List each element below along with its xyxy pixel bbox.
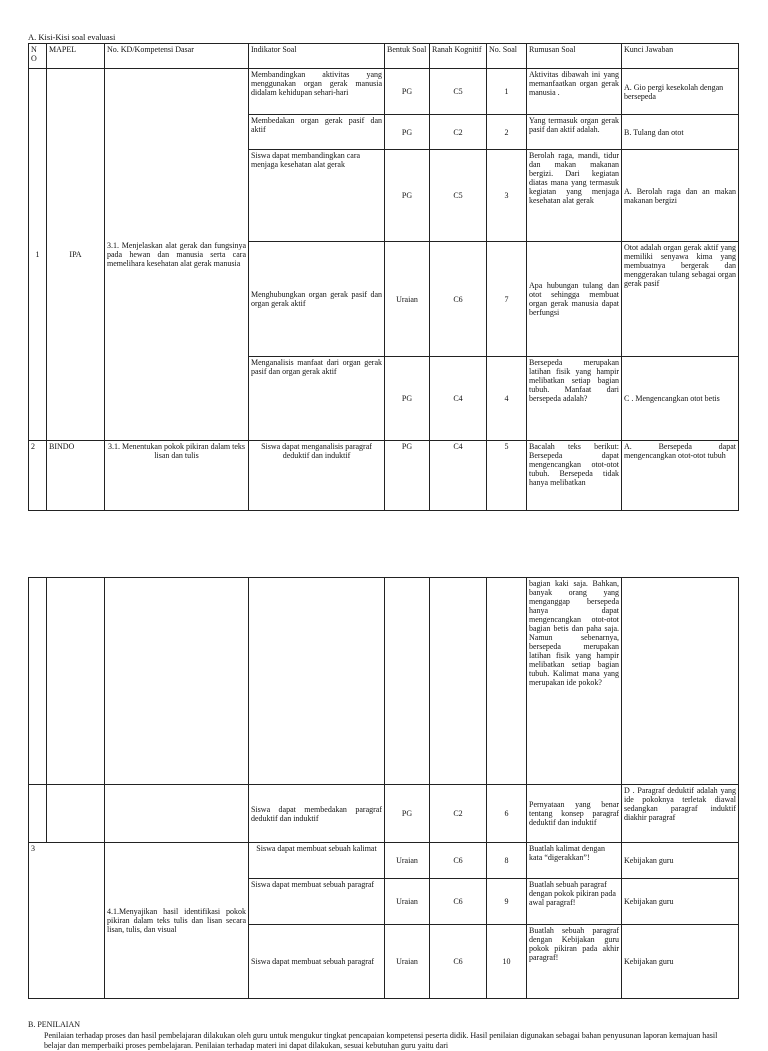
rumusan-cell: Yang termasuk organ gerak pasif dan aktif adalah. [527, 115, 622, 150]
rumusan-cell: Buatlah kalimat dengan kata “digerakkan”! [527, 843, 622, 879]
ranah-cell: C5 [430, 150, 487, 242]
indikator-cell: Siswa dapat membuat sebuah kalimat [249, 843, 385, 879]
no-soal-cell: 1 [487, 69, 527, 115]
no-soal-cell: 9 [487, 879, 527, 925]
kunci-cell: Kebijakan guru [622, 879, 739, 925]
no-soal-cell: 3 [487, 150, 527, 242]
empty-cell [249, 578, 385, 785]
no-soal-cell: 4 [487, 357, 527, 441]
bentuk-cell: PG [385, 441, 430, 511]
ranah-cell: C2 [430, 785, 487, 843]
rumusan-cell: Apa hubungan tulang dan otot sehingga membuat organ gerak manusia dapat berfungsi [527, 242, 622, 357]
ranah-cell: C5 [430, 69, 487, 115]
header-rumusan: Rumusan Soal [527, 44, 622, 69]
section-b-text: Penilaian terhadap proses dan hasil pembelajaran dilakukan oleh guru untuk mengukur tingkat pencapaian kompetensi peserta didik. Hasil penilaian digunakan sebagai bahan penyusunan laporan kemajuan hasil belajar dan memperbaiki proses pembelajaran. Penilaian terhadap materi ini dapat dilakukan, sesuai kebutuhan guru yaitu dari [44, 1031, 718, 1050]
row-number: 1 [29, 69, 47, 441]
ranah-cell: C2 [430, 115, 487, 150]
bentuk-cell: PG [385, 150, 430, 242]
kisi-kisi-table-page1 [28, 43, 739, 511]
table-row [29, 785, 739, 843]
row-number: 3 [29, 843, 105, 999]
header-mapel: MAPEL [47, 44, 105, 69]
header-kd: No. KD/Kompetensi Dasar [105, 44, 249, 69]
table-row [29, 441, 739, 511]
kunci-cell: A. Gio pergi kesekolah dengan bersepeda [622, 69, 739, 115]
kunci-cell: B. Tulang dan otot [622, 115, 739, 150]
kunci-cell: Kebijakan guru [622, 925, 739, 999]
competency-text: 4.1.Menyajikan hasil identifikasi pokok pikiran dalam teks tulis dan lisan secara lisan, tulis, dan visual [105, 843, 249, 999]
header-row [29, 44, 739, 69]
no-soal-cell: 6 [487, 785, 527, 843]
competency-text: 3.1. Menentukan pokok pikiran dalam teks lisan dan tulis [105, 441, 249, 511]
indikator-cell: Siswa dapat membedakan paragraf deduktif dan induktif [249, 785, 385, 843]
header-indikator: Indikator Soal [249, 44, 385, 69]
rumusan-cell: Buatlah sebuah paragraf dengan pokok pikiran pada awal paragraf! [527, 879, 622, 925]
empty-cell [47, 578, 105, 785]
bentuk-cell: PG [385, 357, 430, 441]
indikator-cell: Membandingkan aktivitas yang menggunakan organ gerak manusia didalam kehidupan sehari-hari [249, 69, 385, 115]
header-bentuk: Bentuk Soal [385, 44, 430, 69]
header-ranah: Ranah Kognitif [430, 44, 487, 69]
kisi-kisi-table-page2 [28, 577, 739, 999]
empty-cell [105, 785, 249, 843]
no-soal-cell: 7 [487, 242, 527, 357]
bentuk-cell: Uraian [385, 843, 430, 879]
bentuk-cell: Uraian [385, 925, 430, 999]
empty-cell [430, 578, 487, 785]
ranah-cell: C6 [430, 925, 487, 999]
empty-cell [487, 578, 527, 785]
kunci-cell: Kebijakan guru [622, 843, 739, 879]
indikator-cell: Siswa dapat membuat sebuah paragraf [249, 925, 385, 999]
kunci-cell: C . Mengencangkan otot betis [622, 357, 739, 441]
bentuk-cell: PG [385, 69, 430, 115]
no-soal-cell: 8 [487, 843, 527, 879]
indikator-cell: Menganalisis manfaat dari organ gerak pasif dan organ gerak aktif [249, 357, 385, 441]
no-soal-cell: 10 [487, 925, 527, 999]
header-no-soal: No. Soal [487, 44, 527, 69]
ranah-cell: C6 [430, 879, 487, 925]
rumusan-cell: Bersepeda merupakan latihan fisik yang hampir melibatkan setiap bagian tubuh. Manfaat dari bersepeda adalah? [527, 357, 622, 441]
rumusan-cell: Berolah raga, mandi, tidur dan makan makanan bergizi. Dari kegiatan diatas mana yang termasuk kegiatan yang menjaga kesehatan alat gerak [527, 150, 622, 242]
empty-cell [47, 785, 105, 843]
ranah-cell: C6 [430, 843, 487, 879]
section-b-title: B. PENILAIAN [28, 1020, 80, 1029]
no-soal-cell: 2 [487, 115, 527, 150]
rumusan-cell: bagian kaki saja. Bahkan, banyak orang yang menganggap bersepeda hanya dapat mengencangkan otot-otot bagian betis dan paha saja. Namun sebenarnya, bersepeda merupakan latihan fisik yang hampir melibatkan setiap bagian tubuh. Kalimat mana yang merupakan ide pokok? [527, 578, 622, 785]
bentuk-cell: PG [385, 785, 430, 843]
indikator-cell: Siswa dapat menganalisis paragraf deduktif dan induktif [249, 441, 385, 511]
header-no: N O [29, 44, 47, 69]
kunci-cell: Otot adalah organ gerak aktif yang memiliki senyawa kima yang membuatnya bergerak dan menggerakan tulang sebagai organ gerak pasif [622, 242, 739, 357]
ranah-cell: C4 [430, 357, 487, 441]
indikator-cell: Membedakan organ gerak pasif dan aktif [249, 115, 385, 150]
empty-cell [29, 578, 47, 785]
kunci-cell: A. Bersepeda dapat mengencangkan otot-otot tubuh [622, 441, 739, 511]
empty-cell [29, 785, 47, 843]
kunci-cell: A. Berolah raga dan an makan makanan bergizi [622, 150, 739, 242]
ranah-cell: C6 [430, 242, 487, 357]
bentuk-cell: Uraian [385, 242, 430, 357]
bentuk-cell: Uraian [385, 879, 430, 925]
ranah-cell: C4 [430, 441, 487, 511]
subject-name: BINDO [47, 441, 105, 511]
rumusan-cell: Pernyataan yang benar tentang konsep paragraf deduktif dan induktif [527, 785, 622, 843]
indikator-cell: Menghubungkan organ gerak pasif dan organ gerak aktif [249, 242, 385, 357]
empty-cell [385, 578, 430, 785]
indikator-cell: Siswa dapat membuat sebuah paragraf [249, 879, 385, 925]
table-row [29, 69, 739, 115]
table-row [29, 843, 739, 879]
empty-cell [622, 578, 739, 785]
bentuk-cell: PG [385, 115, 430, 150]
header-kunci: Kunci Jawaban [622, 44, 739, 69]
table-row [29, 578, 739, 785]
empty-cell [105, 578, 249, 785]
rumusan-cell: Bacalah teks berikut: Bersepeda dapat mengencangkan otot-otot tubuh. Bersepeda tidak hanya melibatkan [527, 441, 622, 511]
indikator-cell: Siswa dapat membandingkan cara menjaga kesehatan alat gerak [249, 150, 385, 242]
section-a-title: A. Kisi-Kisi soal evaluasi [28, 32, 116, 42]
rumusan-cell: Aktivitas dibawah ini yang memanfaatkan organ gerak manusia . [527, 69, 622, 115]
subject-name: IPA [47, 69, 105, 441]
kunci-cell: D . Paragraf deduktif adalah yang ide pokoknya terletak diawal sedangkan paragraf induktif diakhir paragraf [622, 785, 739, 843]
rumusan-cell: Buatlah sebuah paragraf dengan Kebijakan guru pokok pikiran pada akhir paragraf! [527, 925, 622, 999]
row-number: 2 [29, 441, 47, 511]
competency-text: 3.1. Menjelaskan alat gerak dan fungsinya pada hewan dan manusia serta cara memelihara kesehatan alat gerak manusia [105, 69, 249, 441]
no-soal-cell: 5 [487, 441, 527, 511]
